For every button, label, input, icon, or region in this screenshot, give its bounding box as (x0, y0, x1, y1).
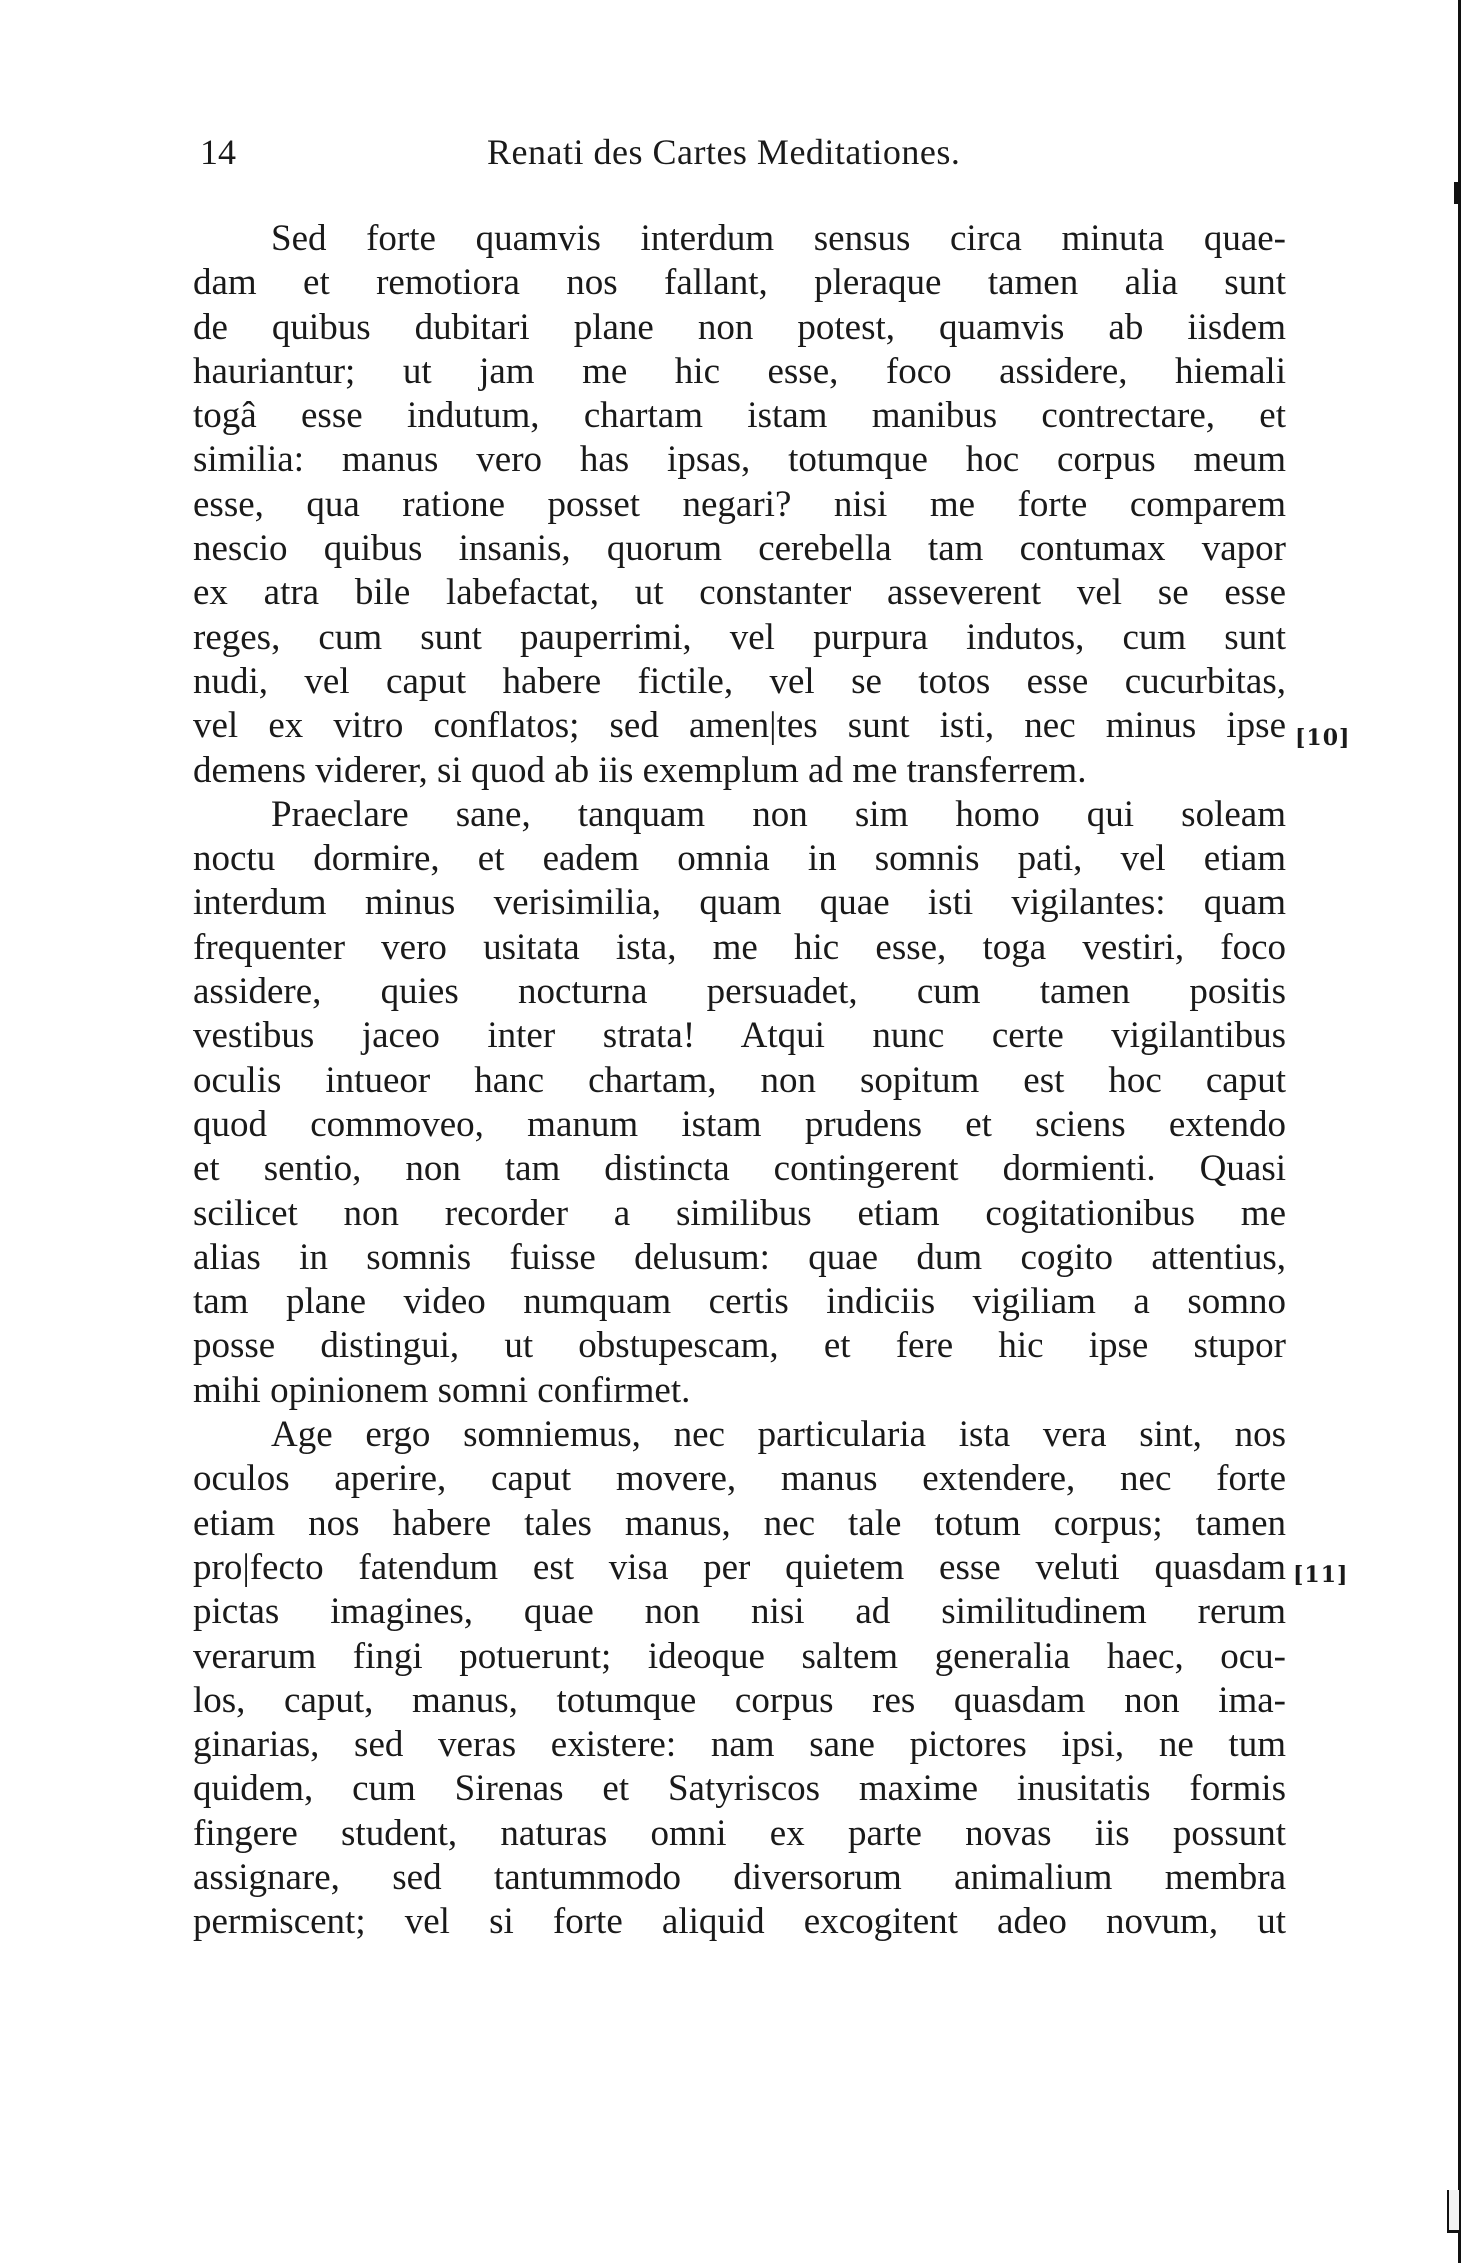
text-line: dam et remotiora nos fallant, pleraque tamen alia sunt (193, 262, 1286, 304)
text-line: etiam nos habere tales manus, nec tale totum corpus; tamen (193, 1502, 1286, 1544)
text-line: quidem, cum Sirenas et Satyriscos maxime inusitatis formis (193, 1768, 1286, 1810)
text-line: togâ esse indutum, chartam istam manibus contrectare, et (193, 395, 1286, 437)
text-line: nudi, vel caput habere fictile, vel se totos esse cucurbitas, (193, 660, 1286, 702)
text-line: pro|fecto fatendum est visa per quietem esse veluti quasdam (193, 1546, 1286, 1588)
text-line: quod commoveo, manum istam prudens et sciens extendo (193, 1103, 1286, 1145)
text-line: Age ergo somniemus, nec particularia ista vera sint, nos (271, 1414, 1286, 1456)
text-line: scilicet non recorder a similibus etiam cogitationibus me (193, 1192, 1286, 1234)
text-line: hauriantur; ut jam me hic esse, foco assidere, hiemali (193, 350, 1286, 392)
text-line: ex atra bile labefactat, ut constanter asseverent vel se esse (193, 572, 1286, 614)
text-line: demens viderer, si quod ab iis exemplum ad me transferrem. (193, 749, 1087, 791)
text-line: nescio quibus insanis, quorum cerebella tam contumax vapor (193, 528, 1286, 570)
text-line: posse distingui, ut obstupescam, et fere hic ipse stupor (193, 1325, 1286, 1367)
text-line: pictas imagines, quae non nisi ad similitudinem rerum (193, 1591, 1286, 1633)
text-line: assidere, quies nocturna persuadet, cum tamen positis (193, 971, 1286, 1013)
text-line: reges, cum sunt pauperrimi, vel purpura indutos, cum sunt (193, 616, 1286, 658)
text-line: interdum minus verisimilia, quam quae isti vigilantes: quam (193, 882, 1286, 924)
text-line: mihi opinionem somni confirmet. (193, 1369, 691, 1411)
running-title: Renati des Cartes Meditationes. (487, 132, 961, 172)
text-line: los, caput, manus, totumque corpus res quasdam non ima- (193, 1679, 1286, 1721)
text-line: oculos aperire, caput movere, manus extendere, nec forte (193, 1458, 1286, 1500)
body-text (193, 217, 1286, 1945)
text-line: vestibus jaceo inter strata! Atqui nunc certe vigilantibus (193, 1015, 1286, 1057)
text-line: de quibus dubitari plane non potest, quamvis ab iisdem (193, 306, 1286, 348)
page-edge-mark (1454, 182, 1459, 204)
text-line: vel ex vitro conflatos; sed amen|tes sunt isti, nec minus ipse (193, 705, 1286, 747)
text-line: permiscent; vel si forte aliquid excogitent adeo novum, ut (193, 1901, 1286, 1943)
text-line: ginarias, sed veras existere: nam sane pictores ipsi, ne tum (193, 1724, 1286, 1766)
text-line: Sed forte quamvis interdum sensus circa minuta quae- (271, 218, 1286, 259)
text-line: similia: manus vero has ipsas, totumque hoc corpus meum (193, 439, 1286, 481)
page-edge-mark (1447, 2190, 1459, 2233)
text-line: alias in somnis fuisse delusum: quae dum cogito attentius, (193, 1236, 1286, 1278)
page-number: 14 (200, 132, 236, 172)
text-line: noctu dormire, et eadem omnia in somnis pati, vel etiam (193, 838, 1286, 880)
text-line: assignare, sed tantummodo diversorum animalium membra (193, 1856, 1286, 1898)
text-line: esse, qua ratione posset negari? nisi me forte comparem (193, 483, 1286, 525)
text-line: oculis intueor hanc chartam, non sopitum est hoc caput (193, 1059, 1286, 1101)
text-line: frequenter vero usitata ista, me hic esse, toga vestiri, foco (193, 926, 1286, 968)
margin-note-11: [11] (1293, 1562, 1349, 1588)
text-line: tam plane video numquam certis indiciis vigiliam a somno (193, 1281, 1286, 1323)
text-line: Praeclare sane, tanquam non sim homo qui soleam (271, 793, 1286, 835)
text-line: fingere student, naturas omni ex parte novas iis possunt (193, 1812, 1286, 1854)
text-line: et sentio, non tam distincta contingerent dormienti. Quasi (193, 1148, 1286, 1190)
text-line: verarum fingi potuerunt; ideoque saltem generalia haec, ocu- (193, 1635, 1286, 1677)
margin-note-10: [10] (1295, 725, 1351, 751)
